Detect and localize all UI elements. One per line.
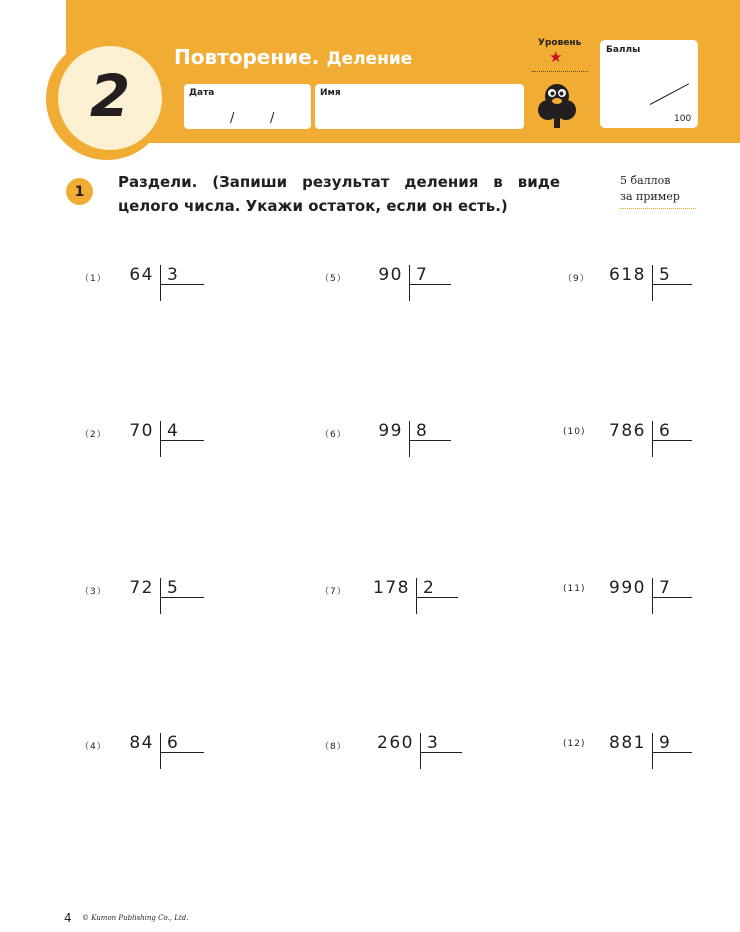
problem-divisor: 2 xyxy=(423,578,435,598)
problem-dividend: 881 xyxy=(609,733,646,753)
problem-divisor: 3 xyxy=(167,265,179,285)
division-hline xyxy=(652,597,692,598)
lesson-number: 2 xyxy=(89,62,131,130)
division-vline xyxy=(409,421,410,457)
problem-dividend: 72 xyxy=(129,578,154,598)
division-vline xyxy=(416,578,417,614)
level-label: Уровень xyxy=(538,38,582,48)
problem-divisor: 7 xyxy=(416,265,428,285)
date-slash-2: / xyxy=(270,111,275,126)
score-label: Баллы xyxy=(606,45,641,55)
points-underline xyxy=(620,208,696,209)
problem-index: （3） xyxy=(80,587,107,597)
problem-index: (12) xyxy=(563,739,586,749)
problem-10 xyxy=(563,421,649,461)
score-max: 100 xyxy=(674,114,692,124)
problem-index: （2） xyxy=(80,430,107,440)
page-number: 4 xyxy=(64,911,72,925)
name-field[interactable] xyxy=(315,84,524,129)
instruction-line-2: целого числа. Укажи остаток, если он есть.) xyxy=(118,197,508,215)
problem-index: （7） xyxy=(320,587,347,597)
copyright: © Kumon Publishing Co., Ltd. xyxy=(82,914,189,922)
problem-index: （9） xyxy=(563,274,590,284)
problem-divisor: 7 xyxy=(659,578,671,598)
date-label: Дата xyxy=(189,88,215,98)
problem-divisor: 3 xyxy=(427,733,439,753)
problem-index: （4） xyxy=(80,742,107,752)
problem-dividend: 260 xyxy=(377,733,414,753)
division-vline xyxy=(652,265,653,301)
problem-3 xyxy=(80,578,157,618)
problem-divisor: 5 xyxy=(659,265,671,285)
problem-index: （6） xyxy=(320,430,347,440)
problem-divisor: 6 xyxy=(167,733,179,753)
problem-dividend: 618 xyxy=(609,265,646,285)
task-number: 1 xyxy=(74,183,85,200)
division-vline xyxy=(420,733,421,769)
division-vline xyxy=(652,733,653,769)
division-vline xyxy=(160,578,161,614)
problem-6 xyxy=(320,421,406,461)
problem-index: （1） xyxy=(80,274,107,284)
problem-2 xyxy=(80,421,157,461)
points-line-2: за пример xyxy=(620,190,680,203)
problem-11 xyxy=(563,578,649,618)
problem-4 xyxy=(80,733,157,773)
name-label: Имя xyxy=(320,88,341,98)
problem-divisor: 5 xyxy=(167,578,179,598)
points-note xyxy=(620,173,680,205)
problem-dividend: 70 xyxy=(129,421,154,441)
problem-9 xyxy=(563,265,649,305)
problem-dividend: 64 xyxy=(129,265,154,285)
problem-8 xyxy=(320,733,417,773)
problem-dividend: 178 xyxy=(373,578,410,598)
lesson-badge xyxy=(58,46,162,150)
division-vline xyxy=(160,421,161,457)
problem-dividend: 90 xyxy=(378,265,403,285)
division-vline xyxy=(409,265,410,301)
division-vline xyxy=(652,421,653,457)
division-vline xyxy=(160,265,161,301)
title-main: Повторение. xyxy=(174,45,320,69)
date-slash-1: / xyxy=(230,111,235,126)
page-title xyxy=(174,45,412,69)
score-box[interactable] xyxy=(600,40,698,128)
problem-dividend: 99 xyxy=(378,421,403,441)
division-hline xyxy=(652,440,692,441)
problem-divisor: 6 xyxy=(659,421,671,441)
problem-dividend: 84 xyxy=(129,733,154,753)
date-field[interactable] xyxy=(184,84,311,129)
problem-divisor: 8 xyxy=(416,421,428,441)
star-icon: ★ xyxy=(549,48,563,66)
division-hline xyxy=(652,752,692,753)
instruction-line-1: Раздели. (Запиши результат деления в виде xyxy=(118,173,560,191)
division-vline xyxy=(160,733,161,769)
problem-7 xyxy=(320,578,413,618)
problem-index: （5） xyxy=(320,274,347,284)
problem-divisor: 9 xyxy=(659,733,671,753)
level-divider xyxy=(532,71,588,72)
division-hline xyxy=(652,284,692,285)
problem-12 xyxy=(563,733,649,773)
problem-5 xyxy=(320,265,406,305)
problem-1 xyxy=(80,265,157,305)
problem-index: (11) xyxy=(563,584,586,594)
problem-index: (10) xyxy=(563,427,586,437)
problem-dividend: 786 xyxy=(609,421,646,441)
points-line-1: 5 баллов xyxy=(620,174,671,187)
problem-dividend: 990 xyxy=(609,578,646,598)
score-divider xyxy=(650,83,689,105)
task-number-badge xyxy=(66,178,93,205)
crow-mascot-icon xyxy=(534,80,580,128)
problem-divisor: 4 xyxy=(167,421,179,441)
division-vline xyxy=(652,578,653,614)
title-sub: Деление xyxy=(326,49,413,69)
problem-index: （8） xyxy=(320,742,347,752)
